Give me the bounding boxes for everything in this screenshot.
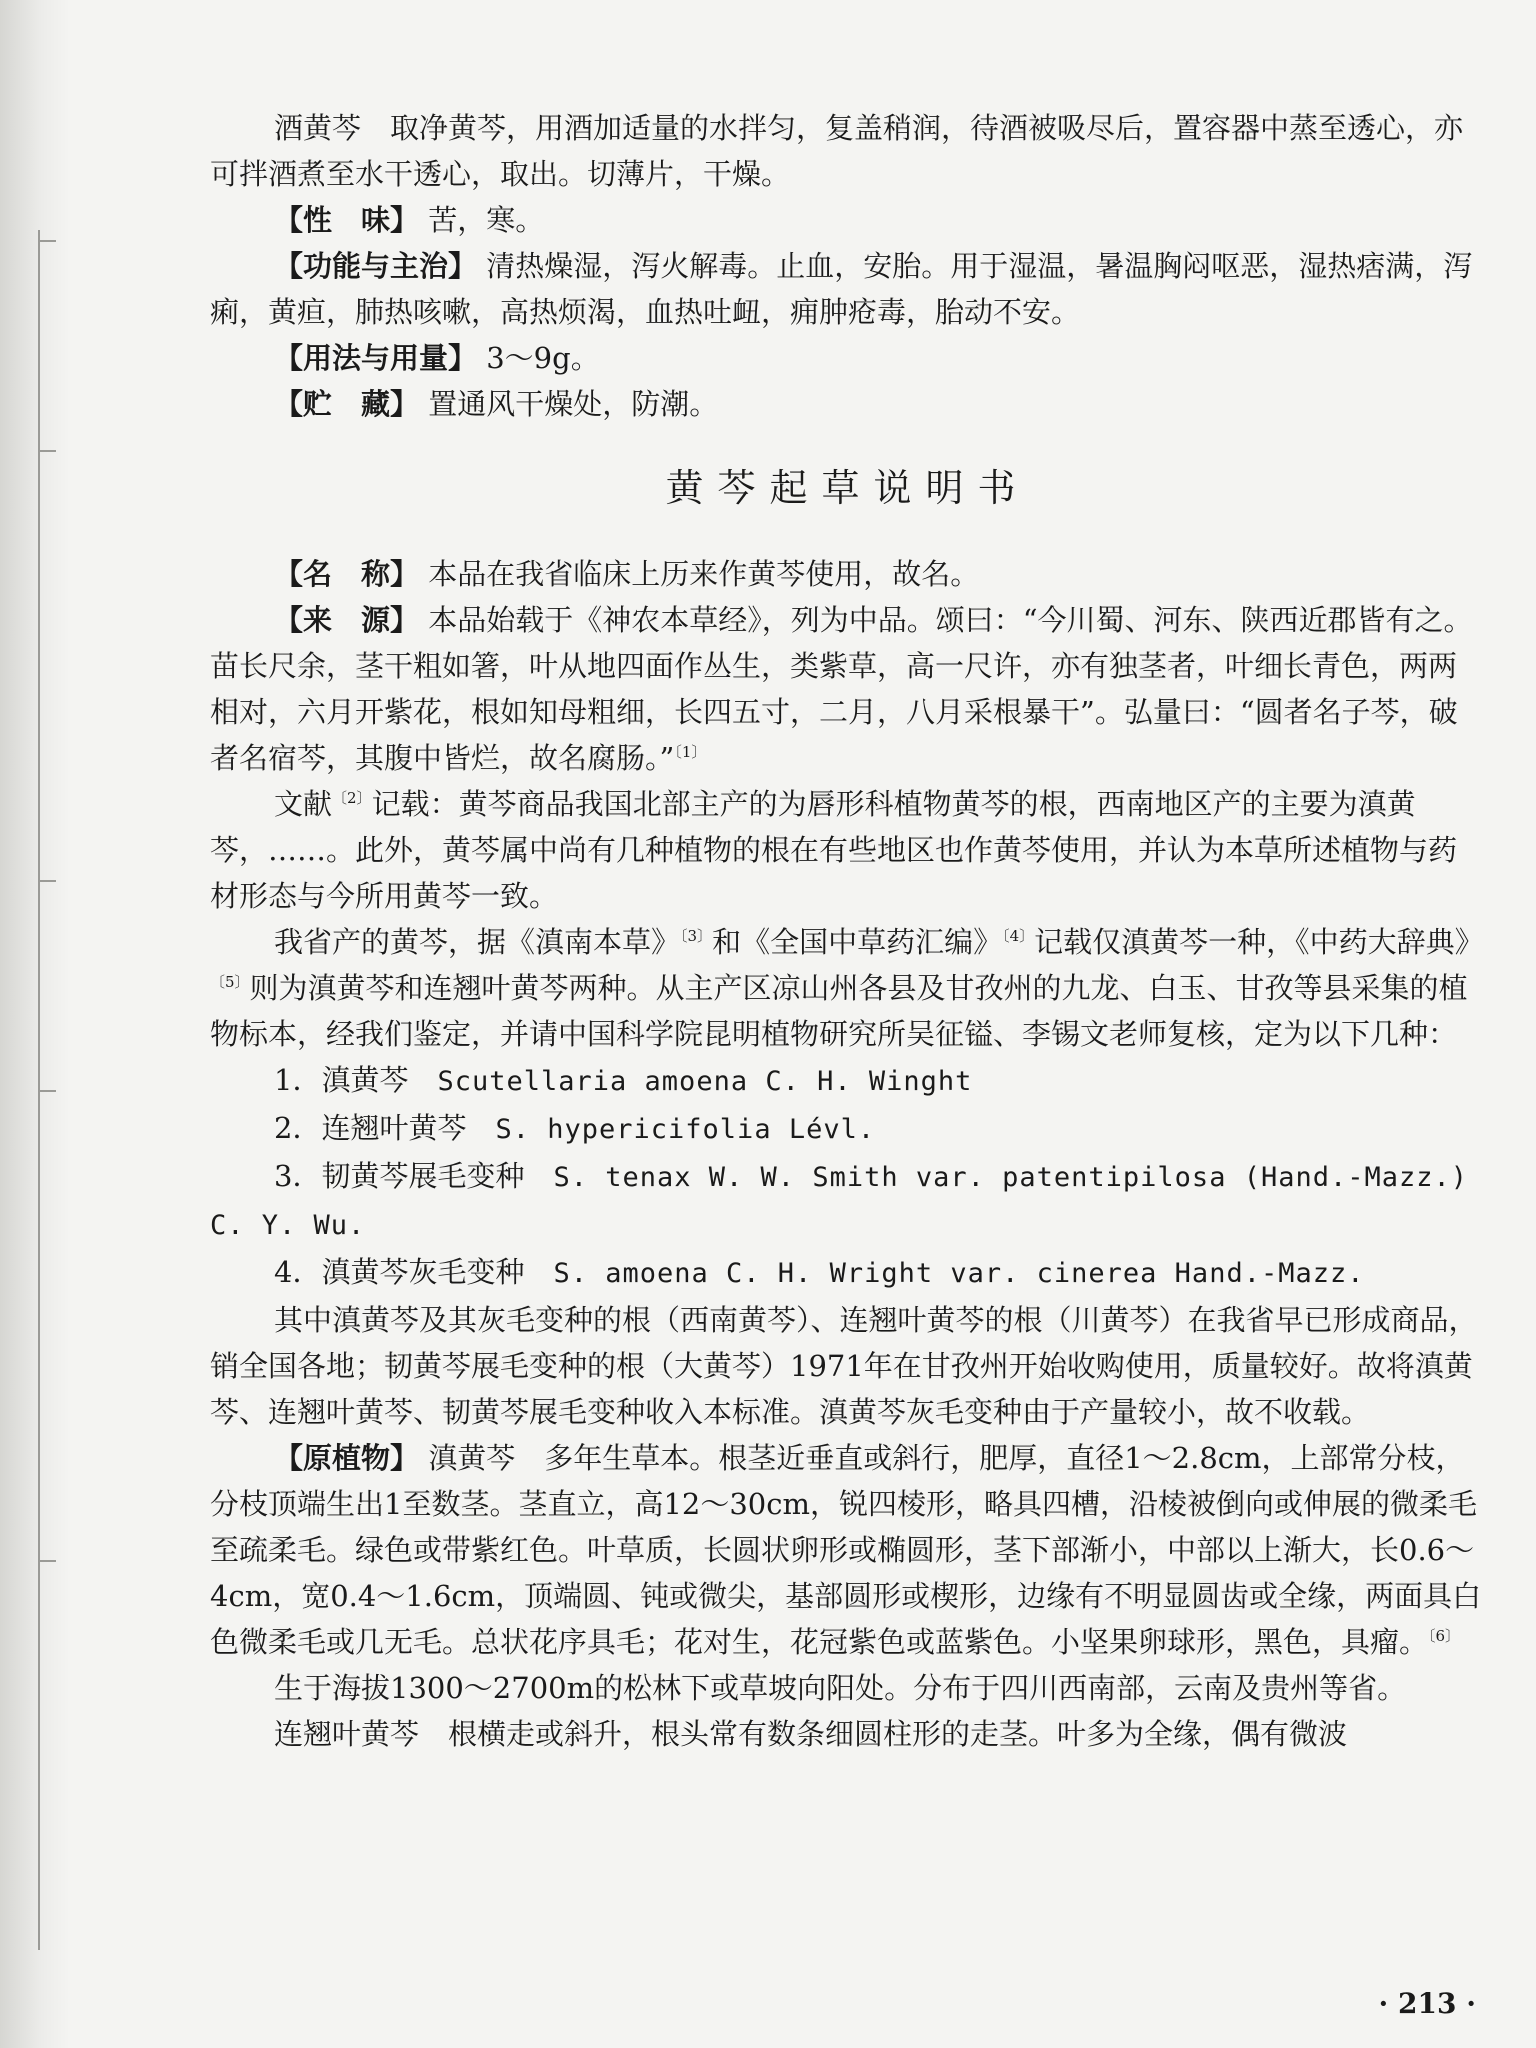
label-gongneng: 【功能与主治】 xyxy=(274,249,478,283)
paragraph-jiu-huangqin: 酒黄芩 取净黄芩，用酒加适量的水拌匀，复盖稍润，待酒被吸尽后，置容器中蒸至透心，亦可拌酒煮至水干透心，取出。切薄片，干燥。 xyxy=(210,111,1464,191)
text-wosheng-d: 则为滇黄芩和连翘叶黄芩两种。从主产区凉山州各县及甘孜州的九龙、白玉、甘孜等县采集的植物标本，经我们鉴定，并请中国科学院昆明植物研究所吴征镒、李锡文老师复核，定为以下几种： xyxy=(210,971,1468,1051)
binding-stitch xyxy=(38,1090,56,1092)
list-item xyxy=(210,1105,1485,1153)
text-wosheng-c: 记载仅滇黄芩一种，《中药大辞典》 xyxy=(1034,925,1484,959)
list-item-chinese-name: 滇黄芩 xyxy=(321,1063,409,1097)
reference-marker: 〔2〕 xyxy=(332,789,372,807)
page-number: · 213 · xyxy=(1378,1987,1476,2020)
text-xingwei: 苦，寒。 xyxy=(428,203,545,237)
binding-stitch xyxy=(38,1560,56,1562)
text-wenxian-b: 记载：黄芩商品我国北部主产的为唇形科植物黄芩的根，西南地区产的主要为滇黄芩，……。此外，黄芩属中尚有几种植物的根在有些地区也作黄芩使用，并认为本草所述植物与药材形态与今所用黄芩一致。 xyxy=(210,787,1458,913)
section-xingwei xyxy=(210,197,1485,243)
paragraph-shengyu: 生于海拔1300～2700m的松林下或草坡向阳处。分布于四川西南部，云南及贵州等省。 xyxy=(274,1671,1407,1705)
list-item-latin-name: S. hypericifolia Lévl. xyxy=(495,1114,876,1145)
label-xingwei: 【性 味】 xyxy=(274,203,420,237)
text-zhucang: 置通风干燥处，防潮。 xyxy=(428,387,719,421)
list-item xyxy=(210,1153,1485,1249)
binding-stitch xyxy=(38,450,56,452)
section-mingcheng xyxy=(210,551,1485,597)
reference-marker: 〔3〕 xyxy=(680,927,713,945)
list-item-number: 2． xyxy=(274,1111,322,1145)
section-yongfa xyxy=(210,335,1485,381)
text-wosheng-a: 我省产的黄芩，据《滇南本草》 xyxy=(274,925,681,959)
text-mingcheng: 本品在我省临床上历来作黄芩使用，故名。 xyxy=(428,557,980,591)
text-yongfa: 3～9g。 xyxy=(486,341,600,375)
label-laiyuan: 【来 源】 xyxy=(274,603,420,637)
section-zhucang xyxy=(210,381,1485,427)
paragraph-qizhong: 其中滇黄芩及其灰毛变种的根（西南黄芩）、连翘叶黄芩的根（川黄芩）在我省早已形成商品，销全国各地；韧黄芩展毛变种的根（大黄芩）1971年在甘孜州开始收购使用，质量较好。故将滇黄芩、连翘叶黄芩、韧黄芩展毛变种收入本标准。滇黄芩灰毛变种由于产量较小，故不收载。 xyxy=(210,1303,1478,1429)
text-gongneng: 清热燥湿，泻火解毒。止血，安胎。用于湿温，暑温胸闷呕恶，湿热痞满，泻痢，黄疸，肺热咳嗽，高热烦渴，血热吐衄，痈肿疮毒，胎动不安。 xyxy=(210,249,1473,329)
reference-marker: 〔5〕 xyxy=(210,973,250,991)
text-laiyuan: 本品始载于《神农本草经》，列为中品。颂曰：“今川蜀、河东、陕西近郡皆有之。苗长尺余，茎干粗如箸，叶从地四面作丛生，类紫草，高一尺许，亦有独茎者，叶细长青色，两两相对，六月开紫花，根如知母粗细，长四五寸，二月，八月采根暴干”。弘量曰：“圆者名子芩，破者名宿芩，其腹中皆烂，故名腐肠。” xyxy=(210,603,1473,775)
label-yuanzhiwu: 【原植物】 xyxy=(274,1441,420,1475)
list-item-chinese-name: 滇黄芩灰毛变种 xyxy=(321,1255,525,1289)
list-item-latin-name: S. amoena C. H. Wright var. cinerea Hand.-Mazz. xyxy=(553,1258,1365,1289)
document-page xyxy=(210,105,1485,1757)
label-zhucang: 【贮 藏】 xyxy=(274,387,420,421)
page-binding xyxy=(0,0,70,2048)
paragraph-lianqiao: 连翘叶黄芩 根横走或斜升，根头常有数条细圆柱形的走茎。叶多为全缘，偶有微波 xyxy=(274,1717,1348,1751)
list-item xyxy=(210,1057,1485,1105)
reference-marker: 〔6〕 xyxy=(1428,1627,1461,1645)
section-yuanzhiwu xyxy=(210,1435,1485,1665)
binding-stitch xyxy=(38,880,56,882)
label-yongfa: 【用法与用量】 xyxy=(274,341,478,375)
text-yuanzhiwu: 滇黄芩 多年生草本。根茎近垂直或斜行，肥厚，直径1～2.8cm，上部常分枝，分枝顶端生出1至数茎。茎直立，高12～30cm，锐四棱形，略具四槽，沿棱被倒向或伸展的微柔毛至疏柔毛。绿色或带紫红色。叶草质，长圆状卵形或椭圆形，茎下部渐小，中部以上渐大，长0.6～4cm，宽0.4～1.6cm，顶端圆、钝或微尖，基部圆形或楔形，边缘有不明显圆齿或全缘，两面具白色微柔毛或几无毛。总状花序具毛；花对生，花冠紫色或蓝紫色。小坚果卵球形，黑色，具瘤。 xyxy=(210,1441,1482,1659)
paragraph-wosheng xyxy=(210,919,1485,1057)
section-gongneng xyxy=(210,243,1485,335)
list-item-latin-name: S. tenax W. W. Smith var. patentipilosa (Hand.-Mazz.) C. Y. Wu. xyxy=(210,1162,1469,1241)
list-item-number: 1． xyxy=(274,1063,322,1097)
section-title: 黄芩起草说明书 xyxy=(665,466,1030,510)
label-mingcheng: 【名 称】 xyxy=(274,557,420,591)
reference-marker: 〔4〕 xyxy=(1002,927,1035,945)
text-wenxian-a: 文献 xyxy=(274,787,333,821)
list-item-number: 3． xyxy=(274,1159,322,1193)
list-item-latin-name: Scutellaria amoena C. H. Winght xyxy=(437,1066,973,1097)
list-item xyxy=(210,1249,1485,1297)
list-item-chinese-name: 韧黄芩展毛变种 xyxy=(321,1159,525,1193)
binding-stitch xyxy=(38,240,56,242)
text-wosheng-b: 和《全国中草药汇编》 xyxy=(712,925,1003,959)
list-item-chinese-name: 连翘叶黄芩 xyxy=(321,1111,467,1145)
paragraph-wenxian xyxy=(210,781,1485,919)
reference-marker: 〔1〕 xyxy=(674,743,707,761)
section-laiyuan xyxy=(210,597,1485,781)
list-item-number: 4． xyxy=(274,1255,322,1289)
